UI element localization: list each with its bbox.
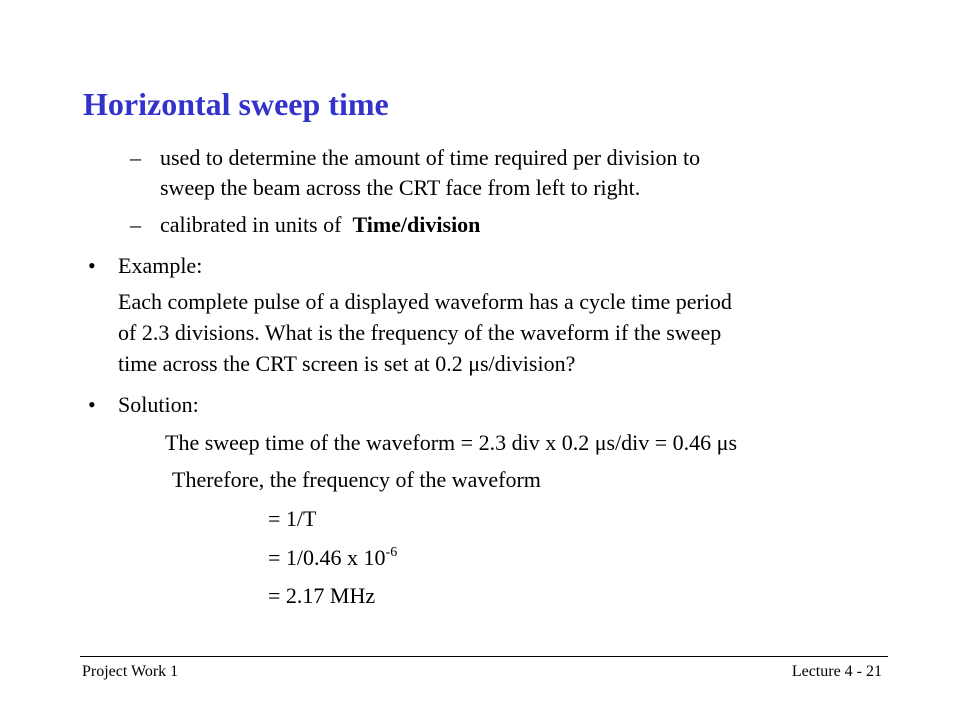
solution-line-2: Therefore, the frequency of the waveform [172, 467, 541, 492]
dash-marker: – [130, 212, 141, 237]
solution-line-1: The sweep time of the waveform = 2.3 div x 0.2 μs/div = 0.46 μs [165, 430, 738, 455]
solution-line-5: = 2.17 MHz [268, 583, 376, 608]
sub-bullet-2-bold: Time/division [352, 212, 481, 237]
dash-marker: – [130, 145, 141, 170]
footer-left: Project Work 1 [82, 663, 179, 680]
sub-bullet-1-line2: sweep the beam across the CRT face from left to right. [160, 175, 641, 200]
example-line-1: Each complete pulse of a displayed waveform has a cycle time period [118, 289, 732, 314]
sub-bullet-1 [130, 143, 700, 173]
example-line-2: of 2.3 divisions. What is the frequency of the waveform if the sweep [118, 320, 722, 345]
solution-line-4 [268, 543, 397, 573]
bullet-marker: • [88, 253, 96, 278]
bullet-example-label: Example: [118, 253, 203, 278]
solution-line-3: = 1/T [268, 506, 317, 531]
bullet-marker: • [88, 392, 96, 417]
footer-divider [80, 656, 888, 657]
footer-right: Lecture 4 - 21 [791, 663, 882, 680]
bullet-solution-label: Solution: [118, 392, 199, 417]
example-paragraph [118, 286, 732, 379]
example-line-3: time across the CRT screen is set at 0.2 μs/division? [118, 351, 576, 376]
slide-title: Horizontal sweep time [83, 86, 389, 122]
sub-bullet-2 [130, 210, 480, 240]
solution-exponent: -6 [385, 545, 398, 560]
sub-bullet-1-line1: used to determine the amount of time required per division to [160, 145, 701, 170]
solution-line-4-base: = 1/0.46 x 10 [268, 545, 386, 570]
sub-bullet-2-prefix: calibrated in units of [160, 212, 353, 237]
